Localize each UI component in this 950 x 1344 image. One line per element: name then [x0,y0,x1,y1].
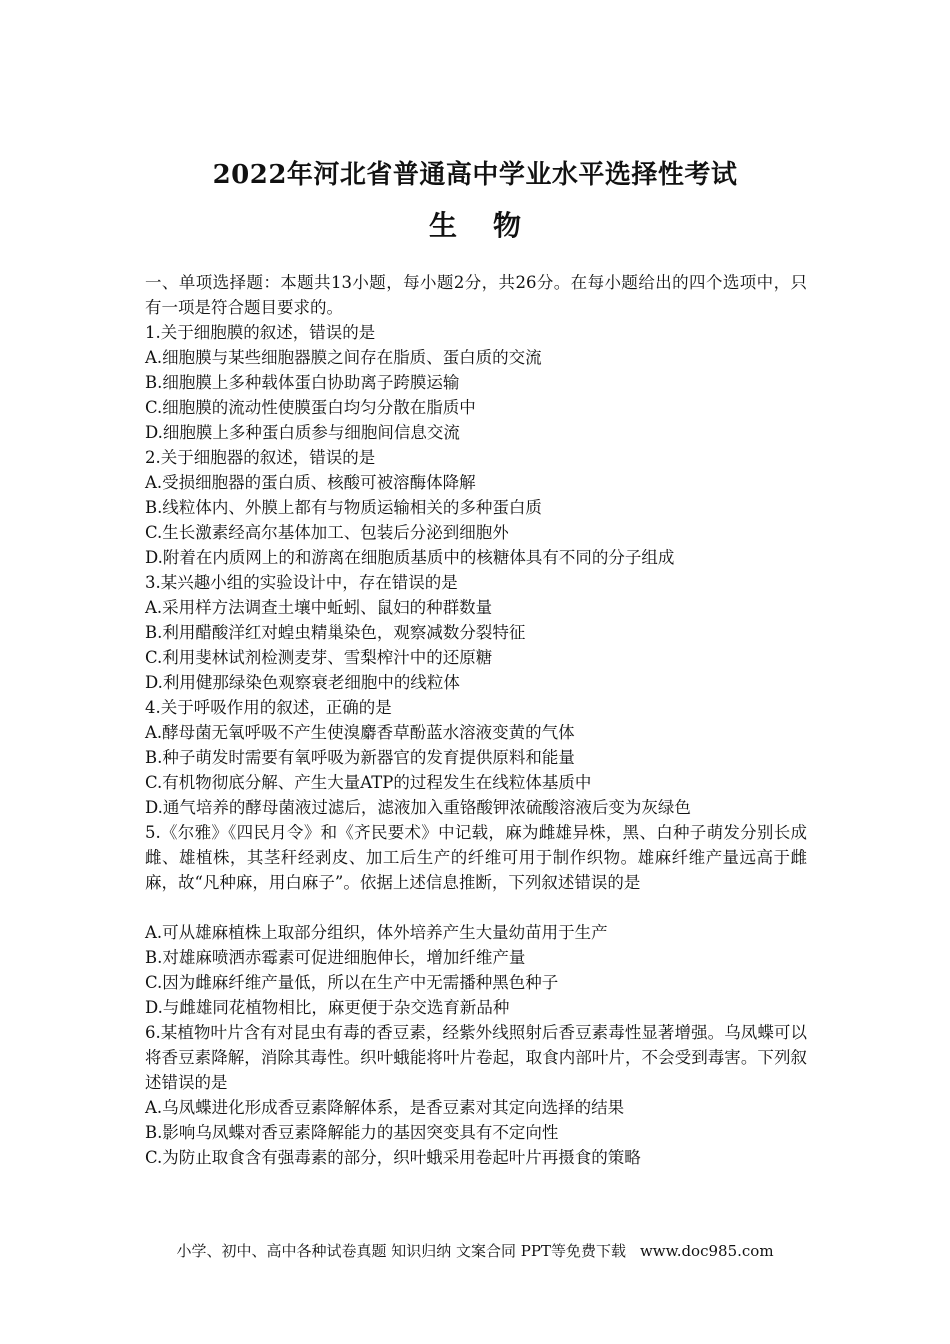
footer-text: 小学、初中、高中各种试卷真题 知识归纳 文案合同 PPT等免费下载 [176,1242,626,1260]
footer-url[interactable]: www.doc985.com [639,1242,774,1260]
option: C.细胞膜的流动性使膜蛋白均匀分散在脂质中 [145,398,476,417]
option: C.为防止取食含有强毒素的部分，织叶蛾采用卷起叶片再摄食的策略 [145,1148,641,1167]
subject-title: 生物 [428,209,557,242]
option: B.对雄麻喷洒赤霉素可促进细胞伸长，增加纤维产量 [145,948,526,967]
section-intro: 一、单项选择题：本题共13小题，每小题2分，共26分。在每小题给出的四个选项中，只有一项是符合题目要求的。 [145,273,807,317]
exam-title: 2022年河北省普通高中学业水平选择性考试 [212,160,738,190]
option: B.线粒体内、外膜上都有与物质运输相关的多种蛋白质 [145,498,542,517]
option: B.利用醋酸洋红对蝗虫精巢染色，观察减数分裂特征 [145,623,526,642]
question-stem: 2.关于细胞器的叙述，错误的是 [145,448,376,467]
exam-content [145,270,807,1170]
option: B.影响乌凤蝶对香豆素降解能力的基因突变具有不定向性 [145,1123,559,1142]
option: A.乌凤蝶进化形成香豆素降解体系，是香豆素对其定向选择的结果 [145,1098,625,1117]
spacer [145,895,807,920]
option: A.采用样方法调查土壤中蚯蚓、鼠妇的种群数量 [145,598,493,617]
question-stem: 6.某植物叶片含有对昆虫有毒的香豆素，经紫外线照射后香豆素毒性显著增强。乌凤蝶可以将香豆素降解，消除其毒性。织叶蛾能将叶片卷起，取食内部叶片，不会受到毒害。下列叙述错误的是 [145,1023,807,1092]
option: A.细胞膜与某些细胞器膜之间存在脂质、蛋白质的交流 [145,348,542,367]
option: D.通气培养的酵母菌液过滤后，滤液加入重铬酸钾浓硫酸溶液后变为灰绿色 [145,798,691,817]
option: B.细胞膜上多种载体蛋白协助离子跨膜运输 [145,373,460,392]
option: A.酵母菌无氧呼吸不产生使溴麝香草酚蓝水溶液变黄的气体 [145,723,575,742]
option: D.与雌雄同花植物相比，麻更便于杂交选育新品种 [145,998,510,1017]
option: C.因为雌麻纤维产量低，所以在生产中无需播种黑色种子 [145,973,559,992]
option: D.利用健那绿染色观察衰老细胞中的线粒体 [145,673,460,692]
option: C.生长激素经高尔基体加工、包装后分泌到细胞外 [145,523,509,542]
question-stem: 4.关于呼吸作用的叙述，正确的是 [145,698,392,717]
option: D.附着在内质网上的和游离在细胞质基质中的核糖体具有不同的分子组成 [145,548,675,567]
option: C.有机物彻底分解、产生大量ATP的过程发生在线粒体基质中 [145,773,592,792]
question-stem: 1.关于细胞膜的叙述，错误的是 [145,323,376,342]
option: C.利用斐林试剂检测麦芽、雪梨榨汁中的还原糖 [145,648,493,667]
question-stem: 5.《尔雅》《四民月令》和《齐民要术》中记载，麻为雌雄异株，黑、白种子萌发分别长成雌、雄植株，其茎秆经剥皮、加工后生产的纤维可用于制作织物。雄麻纤维产量远高于雌麻，故“凡种麻，用白麻子”。依据上述信息推断，下列叙述错误的是 [145,823,807,892]
option: A.可从雄麻植株上取部分组织，体外培养产生大量幼苗用于生产 [145,923,608,942]
option: A.受损细胞器的蛋白质、核酸可被溶酶体降解 [145,473,476,492]
option: B.种子萌发时需要有氧呼吸为新器官的发育提供原料和能量 [145,748,575,767]
question-stem: 3.某兴趣小组的实验设计中，存在错误的是 [145,573,458,592]
page-footer [0,1240,950,1261]
option: D.细胞膜上多种蛋白质参与细胞间信息交流 [145,423,460,442]
